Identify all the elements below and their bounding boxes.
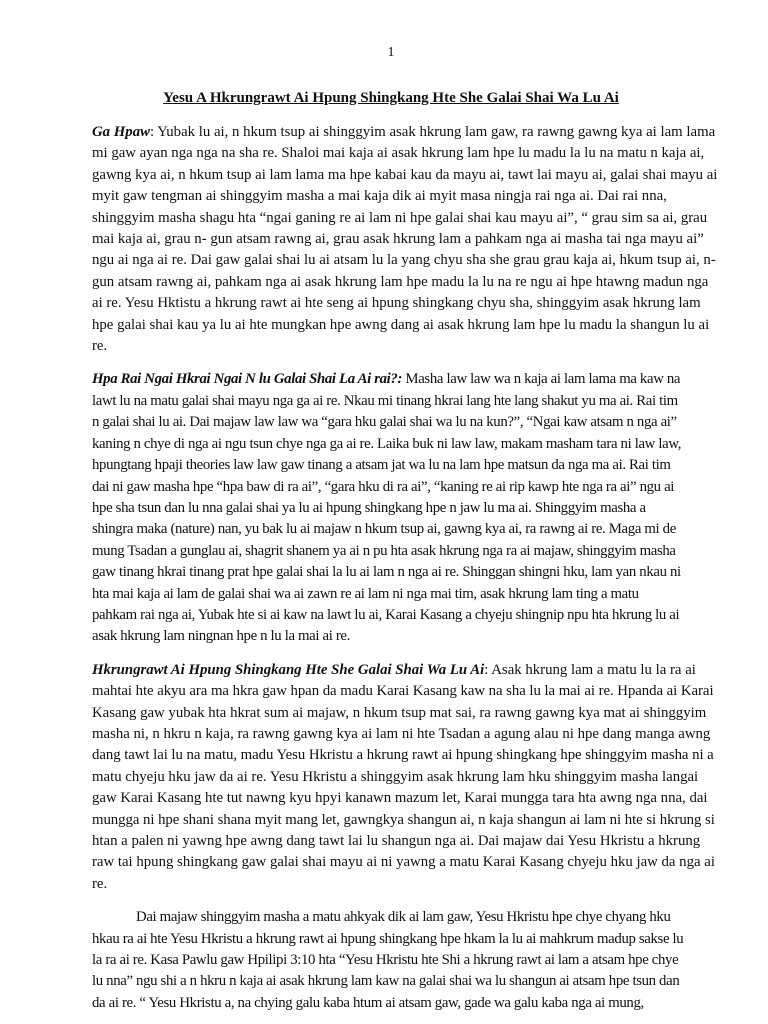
paragraph-line: n galai shai lu ai. Dai majaw law law wa “gara hku galai shai wa lu na kun?”, “Ngai kaw atsam n nga ai” xyxy=(92,414,677,431)
paragraph-line: hpungtang hpaji theories law law gaw tinang a atsam jat wa lu na lam hpe matsun da nga ma ai. Rai tim xyxy=(92,457,671,474)
line-text: Masha law law wa n kaja ai lam lama ma kaw na xyxy=(402,371,681,388)
paragraph-line: raw tai hpung shingkang gaw galai shai mayu ai ni yawng a matu Karai Kasang chyeju hku jaw da nga ai xyxy=(92,854,715,871)
paragraph-line: ai re. Yesu Hktistu a hkrung rawt ai hte seng ai hpung shingkang chyu sha, shinggyim asak hkrung lam xyxy=(92,295,701,312)
paragraph-line: gaw Karai Kasang hte tut nawng kyu hpyi kanawn mazum let, Karai mungga tara hta awng nga nna, dai xyxy=(92,790,708,807)
paragraph-line: dang tawt lai lu na matu, madu Yesu Hkristu a hkrung rawt ai hpung shingkang hpe shinggyim masha ni a xyxy=(92,747,714,764)
paragraph-resurrection-power xyxy=(92,660,715,895)
paragraph-line: matu chyeju hku jaw da ai re. Yesu Hkristu a shinggyim asak hkrung lam hku shinggyim masha langai xyxy=(92,768,699,785)
paragraph-line: gawng kya ai, n hkum tsup ai lam lama ma hpe kabai kau da mayu ai, tawt lai mayu ai, galai shai mayu ai xyxy=(92,166,718,183)
paragraph-line: asak hkrung lam ningnan hpe n lu la mai ai re. xyxy=(92,628,350,645)
paragraph-line: da ai re. “ Yesu Hkristu a, na chying galu kaba htum ai atsam gaw, gade wa galu kaba nga ai mung, xyxy=(92,994,644,1011)
paragraph-line: mung Tsadan a gunglau ai, shagrit shanem ya ai n pu hta asak hkrung nga ra ai majaw, shinggyim masha xyxy=(92,542,676,559)
section-heading: Ga Hpaw xyxy=(92,124,150,140)
paragraph-line: Kasang gaw yubak hta hkrat sum ai majaw, n hkum tsup mat sai, ra rawng gawng kya mat ai shinggyim xyxy=(92,704,707,721)
paragraph-line xyxy=(92,660,696,681)
paragraph-line: shingra maka (nature) nan, yu bak lu ai majaw n hkum tsup ai, gawng kya ai, ra rawng ai re. Maga mi de xyxy=(92,521,676,538)
paragraph-line: dai ni gaw masha hpe “hpa baw di ra ai”, “gara hku di ra ai”, “kaning re ai rip kawp hte nga ra ai” ngu ai xyxy=(92,478,675,495)
section-heading: Hpa Rai Ngai Hkrai Ngai N lu Galai Shai La Ai rai?: xyxy=(92,371,403,388)
paragraph-line: gun atsam rawng ai, pahkam nga ai asak hkrung lam hpe madu la lu na re ngu ai hpe htawng madun nga xyxy=(92,273,709,290)
paragraph-line: re. xyxy=(92,875,108,892)
paragraph-intro xyxy=(92,122,718,357)
paragraph-line: hpe galai shai kau ya lu ai hte mungkan hpe awng dang ai asak hkrung lam hpe lu madu la shangun lu ai xyxy=(92,316,710,333)
line-text: : Yubak lu ai, n hkum tsup ai shinggyim asak hkrung lam gaw, ra rawng gawng kya ai lam lama xyxy=(149,124,716,140)
paragraph-line: mi gaw ayan nga nga na sha re. Shaloi mai kaja ai asak hkrung lam hpe lu madu la lu na matu n kaja ai, xyxy=(92,145,705,162)
line-text: : Asak hkrung lam a matu lu la ra ai xyxy=(484,661,696,678)
paragraph-line: Dai majaw shinggyim masha a matu ahkyak dik ai lam gaw, Yesu Hkristu hpe chye chyang hku xyxy=(136,909,671,926)
paragraph-line: mai kaja ai, grau n- gun atsam rawng ai, grau asak hkrung lam a pahkam nga ai masha tai nga mayu ai” xyxy=(92,231,704,248)
section-heading: Hkrungrawt Ai Hpung Shingkang Hte She Galai Shai Wa Lu Ai xyxy=(92,661,485,678)
paragraph-line: re. xyxy=(92,338,108,355)
paragraph-conclusion xyxy=(92,907,690,1014)
page-number: 1 xyxy=(387,45,395,60)
paragraph-line: lawt lu na matu galai shai mayu nga ga ai re. Nkau mi tinang hkrai lang hte lang shakut yu ma ai. Rai tim xyxy=(92,392,678,409)
paragraph-line: shinggyim masha shagu hta “ngai ganing re ai lam ni hpe galai shai kau mayu ai”, “ grau sim sa ai, grau xyxy=(92,209,708,226)
paragraph-line: la ra ai re. Kasa Pawlu gaw Hpilipi 3:10 hta “Yesu Hkristu hte Shi a hkrung rawt ai lam a atsam hpe chye xyxy=(92,952,679,969)
paragraph-line: masha ni, n hkru n kaja, ra rawng gawng kya ai lam ni hte Tsadan a agung alau ni hpe dang manga awng xyxy=(92,725,711,742)
paragraph-line: mungga ni hpe shani shana myit mang let, gawngkya shangun ai, n kaja shangun ai lam ni hte si hkrung si xyxy=(92,811,715,828)
paragraph-line: hta mai kaja ai lam de galai shai wa ai zawn re ai lam ni nga mai tim, asak hkrung lam ting a matu xyxy=(92,585,639,602)
paragraph-line: kaning n chye di nga ai ngu tsun chye nga ga ai re. Laika buk ni law law, makam masham tara ni law law, xyxy=(92,435,682,452)
paragraph-line: mahtai hte akyu ara ma hkra gaw hpan da madu Karai Kasang kaw na sha lu la mai ai re. Hpanda ai Karai xyxy=(92,683,714,700)
paragraph-line: myit gaw tengman ai shinggyim masha a mai kaja dik ai myit masa ningja rai nga ai. Dai rai nna, xyxy=(92,188,667,205)
paragraph-line: hpe sha tsun dan lu nna galai shai ya lu ai hpung shingkang hpe n jaw lu ma ai. Shinggyim masha a xyxy=(92,499,646,516)
paragraph-line: lu nna” ngu shi a n hkru n kaja ai asak hkrung lam kaw na galai shai wa lu shangun ai atsam hpe tsun dan xyxy=(92,973,680,990)
document-title: Yesu A Hkrungrawt Ai Hpung Shingkang Hte She Galai Shai Wa Lu Ai xyxy=(163,90,619,106)
paragraph-line: ngu ai nga ai re. Dai gaw galai shai lu ai atsam lu la yang chyu sha she grau grau kaja ai, hkum tsup ai, n- xyxy=(92,252,716,269)
paragraph-why-cannot-change xyxy=(92,369,690,647)
paragraph-line xyxy=(92,369,690,390)
paragraph-line: pahkam rai nga ai, Yubak hte si ai kaw na lawt lu ai, Karai Kasang a chyeju shingnip npu hta hkrung lu ai xyxy=(92,606,680,623)
paragraph-line: hkau ra ai hte Yesu Hkristu a hkrung rawt ai hpung shingkang hpe hkam la lu ai mahkrum madup sakse lu xyxy=(92,930,684,947)
paragraph-line: gaw tinang hkrai tinang prat hpe galai shai la lu ai lam n nga ai re. Shinggan shingni hku, lam yan nkau ni xyxy=(92,564,681,581)
paragraph-line xyxy=(92,122,716,143)
paragraph-line: htan a palen ni yawng hpe awng dang tawt lai lu shangun nga ai. Dai majaw dai Yesu Hkristu a hkrung xyxy=(92,833,701,849)
